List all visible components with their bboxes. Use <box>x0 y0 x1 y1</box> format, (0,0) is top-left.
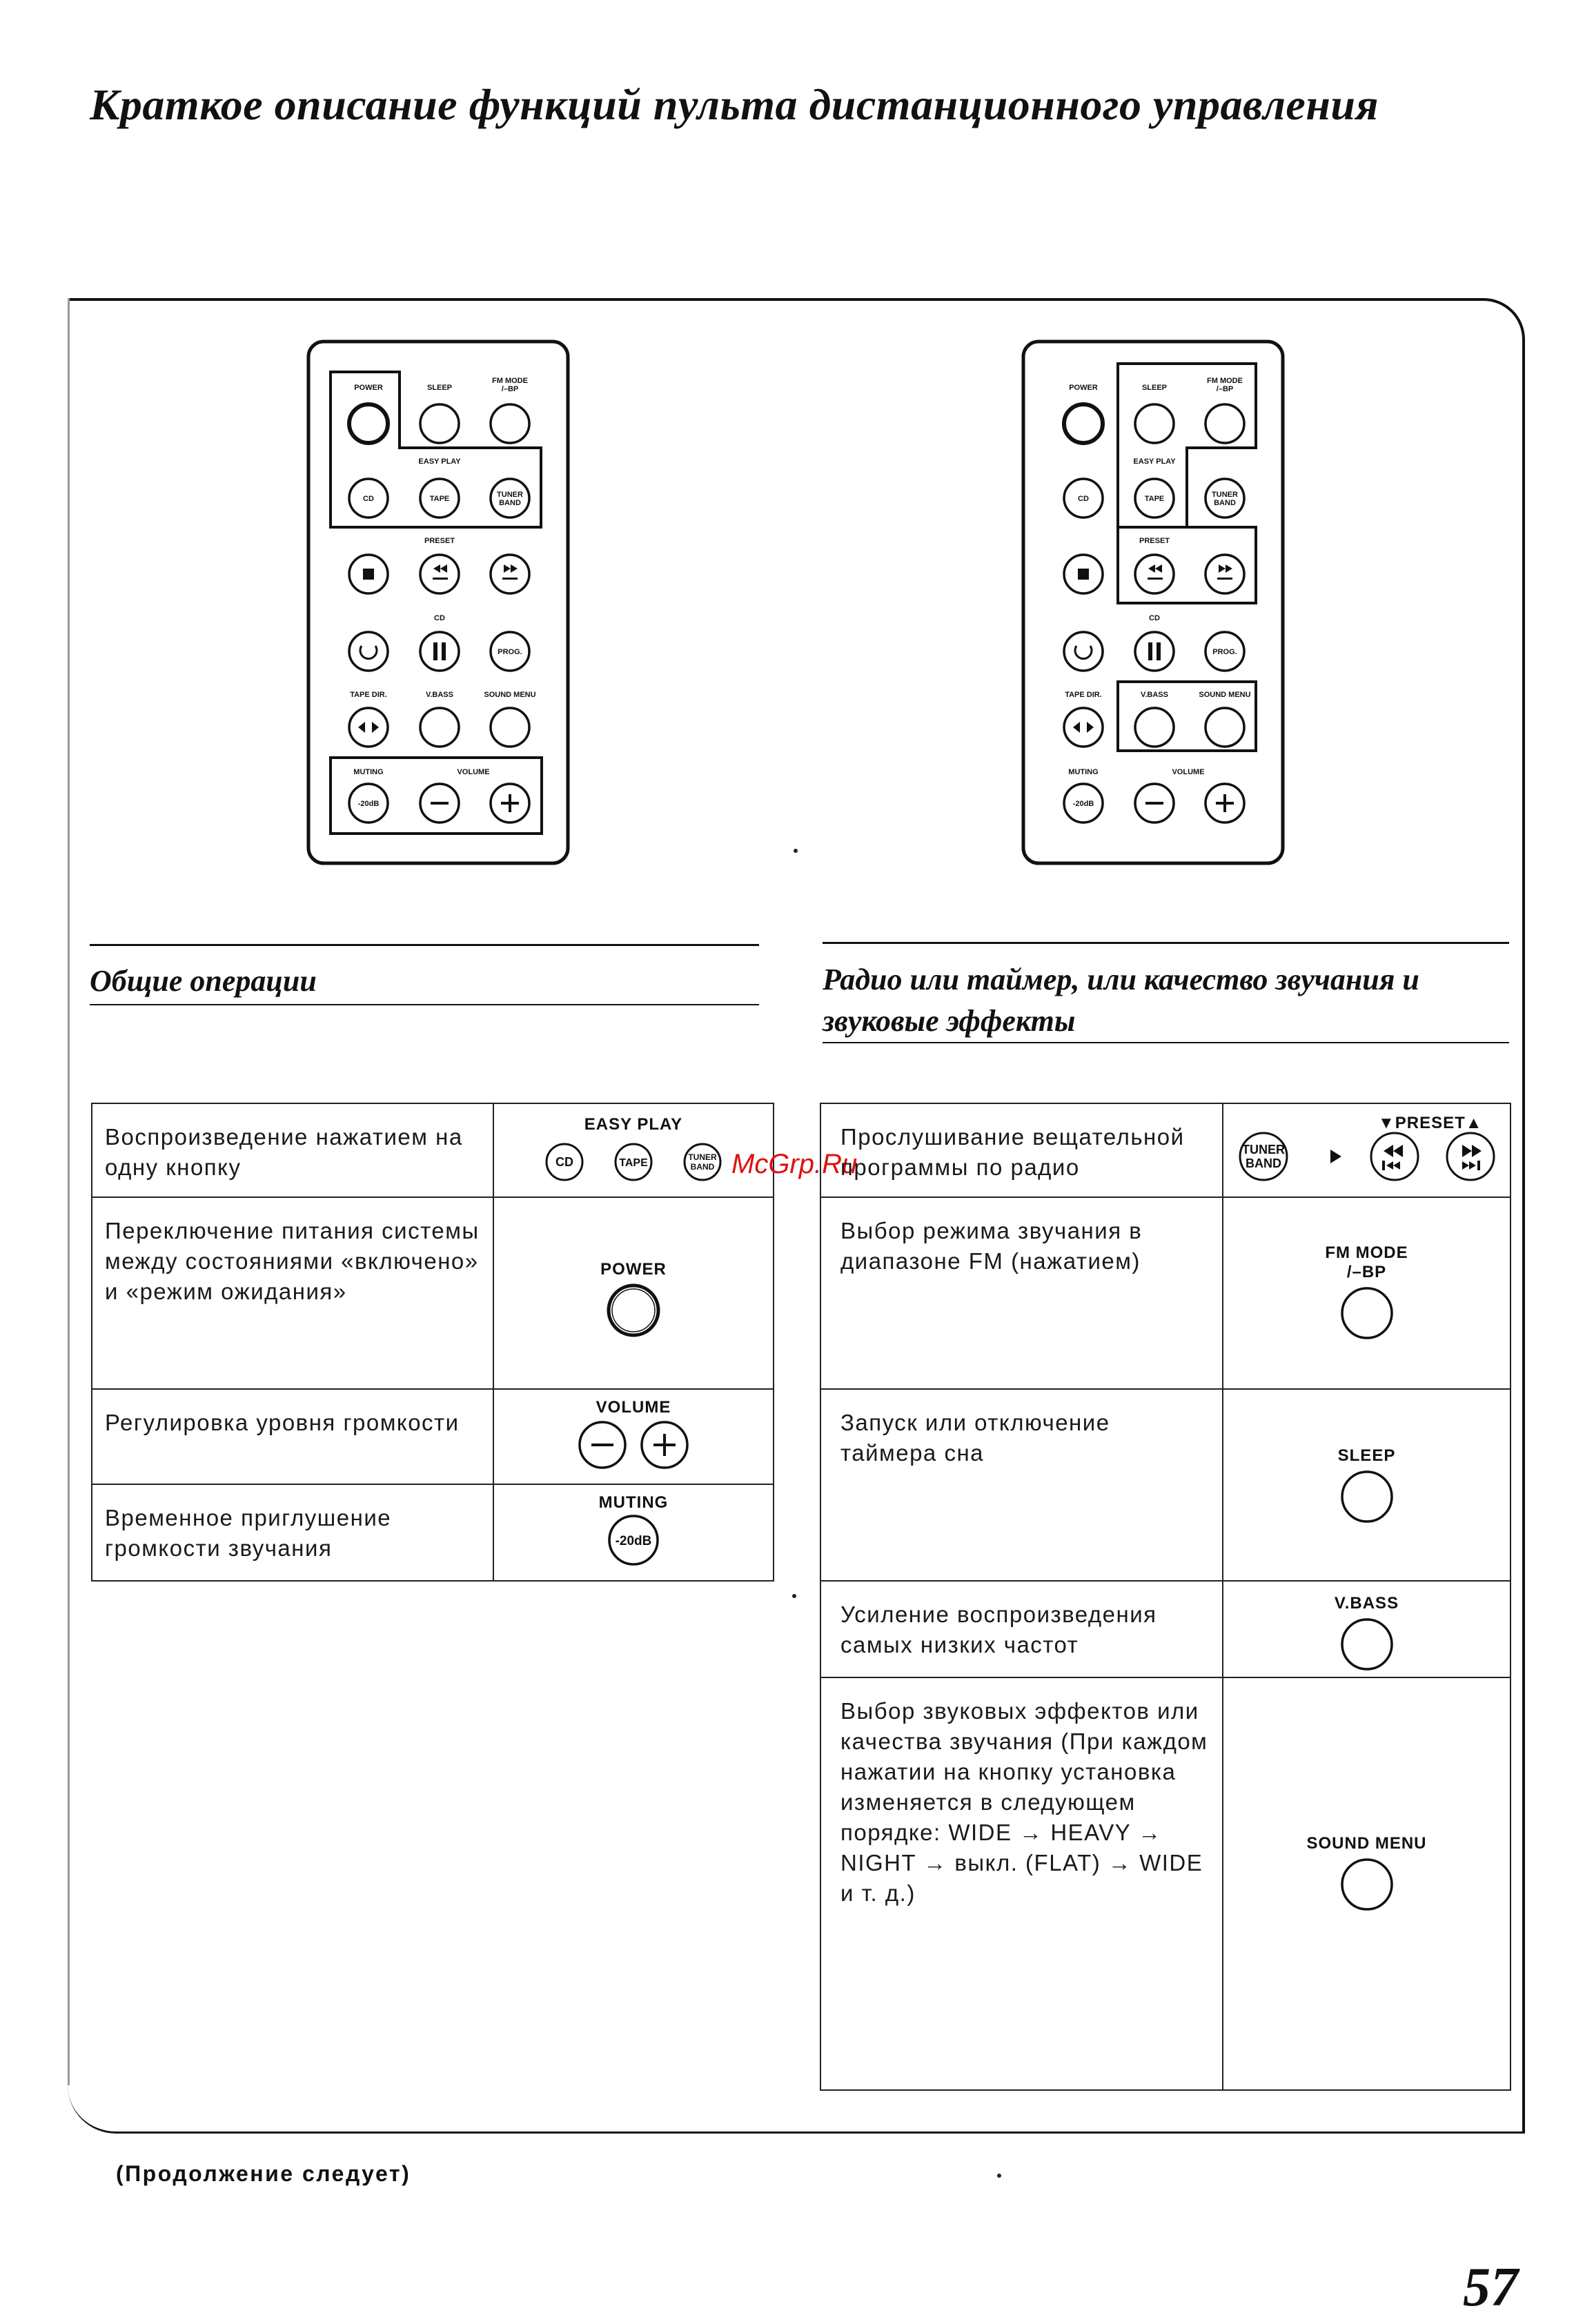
power-button-icon <box>602 1279 665 1341</box>
table-row <box>820 1581 1511 1677</box>
left-heading-rule-top <box>90 944 759 946</box>
btn-20db: -20dB <box>357 800 380 808</box>
left-heading-rule-bottom <box>90 1004 759 1005</box>
right-heading-rule-bottom <box>823 1042 1509 1043</box>
easy-play-label: EASY PLAY <box>584 1115 683 1134</box>
cd-icon: CD <box>555 1155 573 1169</box>
table-row <box>820 1197 1511 1389</box>
label-easy-play: EASY PLAY <box>418 457 461 466</box>
scan-dot <box>792 1594 796 1598</box>
label-sleep: SLEEP <box>426 384 453 392</box>
table-row <box>92 1389 774 1484</box>
preset-buttons <box>1229 1127 1505 1190</box>
btn-cd: CD <box>363 495 374 503</box>
row-text: Переключение питания системы между состояниями «включено» и «режим ожидания» <box>105 1218 480 1304</box>
label-sound-menu: SOUND MENU <box>484 691 536 699</box>
table-row <box>820 1677 1511 2090</box>
fm-mode-label: FM MODE <box>1325 1243 1408 1262</box>
label-power: POWER <box>354 384 383 392</box>
remote-control-left <box>306 339 570 865</box>
sleep-button-icon <box>1336 1466 1398 1528</box>
label-easy-play: EASY PLAY <box>1133 457 1176 466</box>
table-row <box>92 1197 774 1389</box>
btn-prog: PROG. <box>498 648 522 656</box>
btn-cd: CD <box>1078 495 1089 503</box>
sleep-label: SLEEP <box>1337 1446 1396 1465</box>
page-title: Краткое описание функций пульта дистанционного управления <box>90 80 1379 129</box>
label-cd: CD <box>1149 614 1160 622</box>
label-sleep: SLEEP <box>1141 384 1168 392</box>
fm-mode-bp-label: /–BP <box>1346 1263 1387 1281</box>
band-icon: BAND <box>1246 1156 1281 1170</box>
general-operations-table <box>91 1103 774 1582</box>
tuner-icon: TUNER <box>1242 1143 1285 1156</box>
row-text: Прослушивание вещательной программы по радио <box>840 1124 1185 1180</box>
row-text: Воспроизведение нажатием на одну кнопку <box>105 1124 463 1180</box>
row-text: Усиление воспроизведения самых низких частот <box>840 1602 1157 1657</box>
label-volume: VOLUME <box>457 768 490 776</box>
remote-control-right <box>1021 339 1285 865</box>
tuner-icon: TUNER <box>688 1152 717 1162</box>
page-number: 57 <box>1463 2257 1518 2318</box>
label-tape-dir: TAPE DIR. <box>1065 691 1102 699</box>
btn-band: BAND <box>1214 499 1236 507</box>
btn-tape: TAPE <box>429 495 450 503</box>
right-section-heading-line2: звуковые эффекты <box>823 1004 1076 1038</box>
btn-tape: TAPE <box>1144 495 1165 503</box>
vbass-label: V.BASS <box>1334 1594 1399 1613</box>
label-muting: MUTING <box>1068 768 1099 776</box>
table-row <box>92 1103 774 1197</box>
band-icon: BAND <box>690 1162 715 1172</box>
btn-tuner: TUNER <box>497 491 523 499</box>
table-row <box>820 1389 1511 1581</box>
muting-button-text: -20dB <box>615 1534 652 1548</box>
label-preset: PRESET <box>424 537 455 545</box>
row-text: Запуск или отключение таймера сна <box>840 1410 1110 1466</box>
btn-band: BAND <box>499 499 521 507</box>
right-heading-rule-top <box>823 942 1509 944</box>
label-muting: MUTING <box>353 768 384 776</box>
label-fm-mode: FM MODE <box>492 377 528 385</box>
table-row <box>92 1484 774 1581</box>
muting-button-icon <box>602 1513 665 1568</box>
label-power: POWER <box>1069 384 1098 392</box>
scan-dot <box>794 849 798 853</box>
label-vbass: V.BASS <box>426 691 453 699</box>
label-tape-dir: TAPE DIR. <box>350 691 387 699</box>
label-fm-mode-bp: /–BP <box>501 385 519 393</box>
easy-play-buttons <box>530 1137 737 1185</box>
scan-dot <box>997 2174 1001 2178</box>
sound-menu-label: SOUND MENU <box>1306 1834 1427 1853</box>
label-fm-mode-bp: /–BP <box>1216 385 1234 393</box>
power-label: POWER <box>600 1260 667 1279</box>
btn-prog: PROG. <box>1212 648 1237 656</box>
arrow-right-icon <box>1315 1150 1341 1163</box>
row-text: Временное приглушение громкости звучания <box>105 1505 392 1561</box>
frame-left-edge <box>68 298 70 2085</box>
row-text: Выбор звуковых эффектов или качества звучания (При каждом нажатии на кнопку установка изменяется в следующем порядке: WIDE → HEAVY → NIGHT → выкл. (FLAT) → WIDE и т. д.) <box>840 1698 1208 1906</box>
label-preset: PRESET <box>1139 537 1170 545</box>
muting-label: MUTING <box>598 1493 669 1512</box>
label-fm-mode: FM MODE <box>1207 377 1243 385</box>
table-row <box>820 1103 1511 1197</box>
right-section-heading-line1: Радио или таймер, или качество звучания и <box>823 963 1419 996</box>
btn-20db: -20dB <box>1072 800 1094 808</box>
continued-note: (Продолжение следует) <box>116 2161 411 2186</box>
label-sound-menu: SOUND MENU <box>1199 691 1251 699</box>
volume-label: VOLUME <box>596 1398 671 1417</box>
radio-sound-table <box>820 1103 1511 2091</box>
preset-label: ▼PRESET▲ <box>1378 1114 1483 1132</box>
label-volume: VOLUME <box>1172 768 1205 776</box>
watermark: McGrp.Ru <box>731 1149 858 1179</box>
vbass-button-icon <box>1336 1613 1398 1675</box>
row-text: Выбор режима звучания в диапазоне FM (нажатием) <box>840 1218 1143 1274</box>
label-vbass: V.BASS <box>1141 691 1168 699</box>
fm-mode-button-icon <box>1336 1282 1398 1344</box>
btn-tuner: TUNER <box>1212 491 1238 499</box>
left-section-heading: Общие операции <box>90 964 317 998</box>
row-text: Регулировка уровня громкости <box>105 1410 460 1435</box>
sound-menu-button-icon <box>1336 1853 1398 1916</box>
label-cd: CD <box>434 614 445 622</box>
volume-buttons <box>564 1417 702 1473</box>
tape-icon: TAPE <box>619 1157 648 1169</box>
